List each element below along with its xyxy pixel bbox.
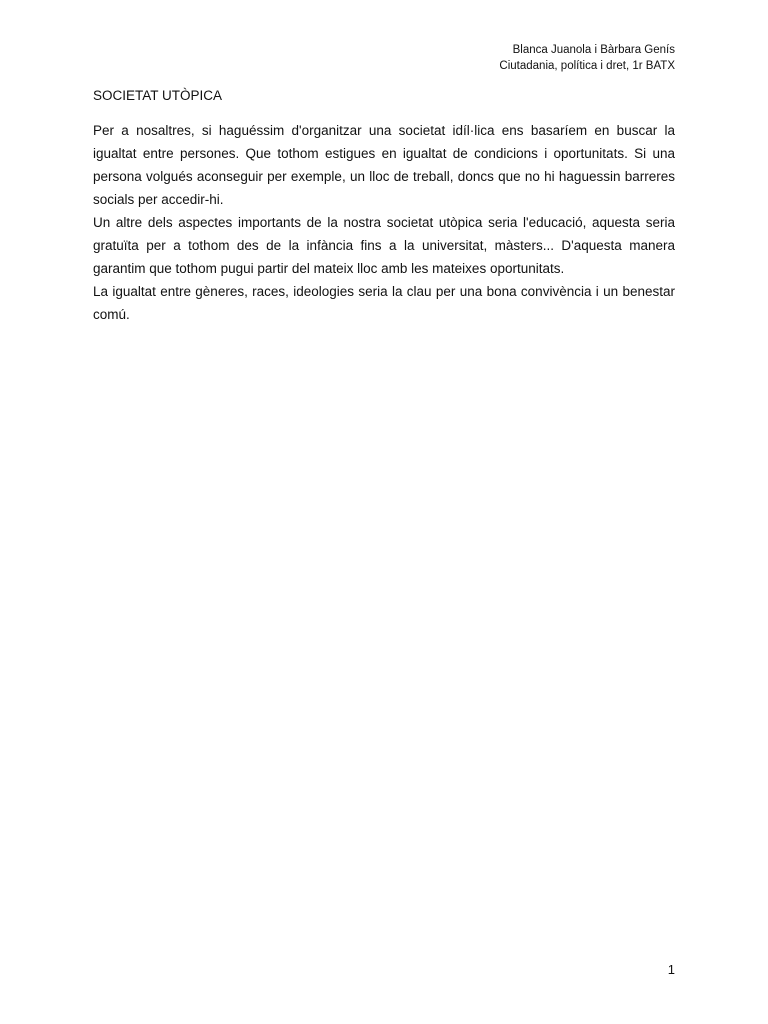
document-body [93,119,675,326]
paragraph-1: Per a nosaltres, si haguéssim d'organitzar una societat idíl·lica ens basaríem en buscar la igualtat entre persones. Que tothom estigues en igualtat de condicions i oportunitats. Si una persona volgués aconseguir per exemple, un lloc de treball, doncs que no hi haguessin barreres socials per accedir-hi. [93,123,675,207]
document-title: SOCIETAT UTÒPICA [93,88,223,103]
header-authors: Blanca Juanola i Bàrbara Genís [512,44,675,56]
paragraph-2: Un altre dels aspectes importants de la nostra societat utòpica seria l'educació, aquesta seria gratuïta per a tothom des de la infància fins a la universitat, màsters... D'aquesta manera garantim que tothom pugui partir del mateix lloc amb les mateixes oportunitats. [93,215,675,276]
header-course: Ciutadania, política i dret, 1r BATX [499,60,675,72]
page-header [499,42,675,74]
paragraph-3: La igualtat entre gèneres, races, ideologies seria la clau per una bona convivència i un benestar comú. [93,284,675,322]
page-number: 1 [667,962,675,977]
